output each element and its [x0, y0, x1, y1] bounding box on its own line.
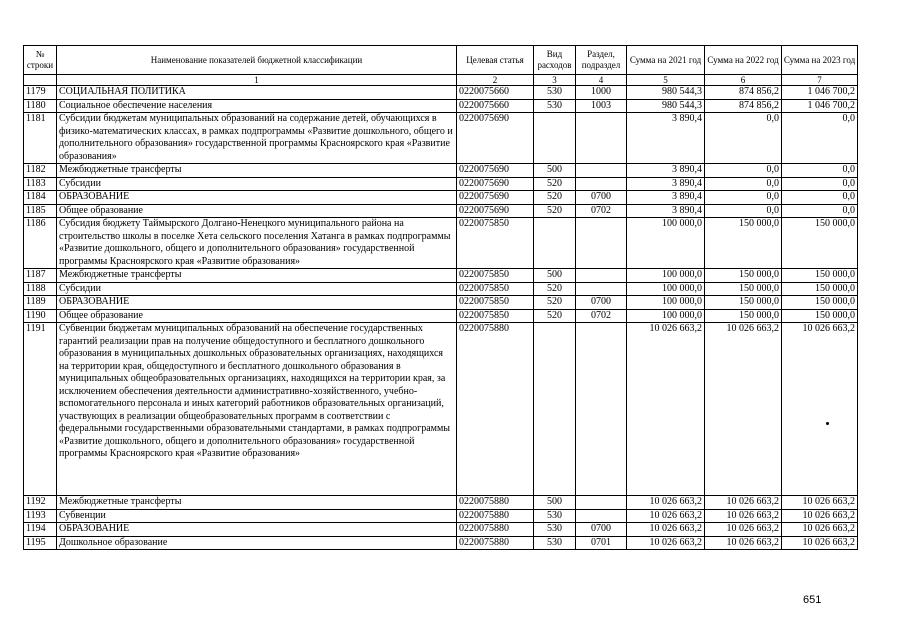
header-name: Наименование показателей бюджетной классификации: [57, 46, 457, 75]
section-cell: 0700: [576, 191, 627, 205]
table-row: [24, 309, 858, 323]
expense-type-cell: 520: [534, 191, 576, 205]
row-number-cell: 1181: [24, 113, 57, 164]
sum-2021-cell: 100 000,0: [627, 218, 705, 269]
sum-2021-cell: 3 890,4: [627, 177, 705, 191]
target-article-cell: 0220075850: [457, 269, 534, 283]
section-cell: [576, 509, 627, 523]
table-row: [24, 496, 858, 510]
indicator-name-cell: СОЦИАЛЬНАЯ ПОЛИТИКА: [57, 86, 457, 100]
expense-type-cell: 520: [534, 177, 576, 191]
target-article-cell: 0220075690: [457, 177, 534, 191]
header-target: Целевая статья: [457, 46, 534, 75]
table-row: [24, 177, 858, 191]
target-article-cell: 0220075690: [457, 113, 534, 164]
sum-2022-cell: 0,0: [705, 113, 782, 164]
sum-2023-cell: 10 026 663,2: [782, 323, 858, 496]
row-number-cell: 1184: [24, 191, 57, 205]
indicator-name-cell: Субвенции бюджетам муниципальных образований на обеспечение государственных гарантий реализации прав на получение общедоступного и бесплатного дошкольного образования в муниципальных дошкольных образовательных организациях, находящихся на территории края, общедоступного и бесплатного дошкольного образования в муниципальных общеобразовательных организациях, находящихся на территории края, за исключением обеспечения деятельности административно-хозяйственного, учебно-вспомогательного персонала и иных категорий работников образовательных организаций, участвующих в реализации общеобразовательных программ в соответствии с федеральными государственными образовательными стандартами, в рамках подпрограммы «Развитие дошкольного, общего и дополнительного образования» государственной программы Красноярского края «Развитие образования»: [57, 323, 457, 496]
sum-2023-cell: 150 000,0: [782, 296, 858, 310]
indicator-name-cell: Субвенции: [57, 509, 457, 523]
indicator-name-cell: Социальное обеспечение населения: [57, 99, 457, 113]
table-row: [24, 282, 858, 296]
column-number: 1: [57, 75, 457, 86]
section-cell: [576, 113, 627, 164]
indicator-name-cell: Субсидия бюджету Таймырского Долгано-Ненецкого муниципального района на строительство школы в поселке Хета сельского поселения Хатанга в рамках подпрограммы «Развитие дошкольного, общего и дополнительного образования» государственной программы Красноярского края «Развитие образования»: [57, 218, 457, 269]
section-cell: 0700: [576, 296, 627, 310]
column-number: 3: [534, 75, 576, 86]
expense-type-cell: 530: [534, 86, 576, 100]
section-cell: 0700: [576, 523, 627, 537]
header-sum-2022: Сумма на 2022 год: [705, 46, 782, 75]
sum-2023-cell: 150 000,0: [782, 269, 858, 283]
indicator-name-cell: Субсидии: [57, 177, 457, 191]
budget-table: [23, 45, 858, 550]
sum-2022-cell: 10 026 663,2: [705, 496, 782, 510]
sum-2021-cell: 10 026 663,2: [627, 536, 705, 550]
expense-type-cell: 520: [534, 309, 576, 323]
indicator-name-cell: ОБРАЗОВАНИЕ: [57, 296, 457, 310]
row-number-cell: 1194: [24, 523, 57, 537]
row-number-cell: 1180: [24, 99, 57, 113]
indicator-name-cell: Субсидии бюджетам муниципальных образований на содержание детей, обучающихся в физико-математических классах, в рамках подпрограммы «Развитие дошкольного, общего и дополнительного образования» государственной программы Красноярского края «Развитие образования»: [57, 113, 457, 164]
sum-2023-cell: 10 026 663,2: [782, 496, 858, 510]
column-numbers-row: [24, 75, 858, 86]
stray-mark: [826, 422, 829, 425]
sum-2022-cell: 874 856,2: [705, 86, 782, 100]
sum-2022-cell: 0,0: [705, 191, 782, 205]
sum-2021-cell: 100 000,0: [627, 296, 705, 310]
column-number: 6: [705, 75, 782, 86]
section-cell: 0701: [576, 536, 627, 550]
sum-2022-cell: 0,0: [705, 204, 782, 218]
sum-2022-cell: 10 026 663,2: [705, 323, 782, 496]
indicator-name-cell: ОБРАЗОВАНИЕ: [57, 523, 457, 537]
sum-2022-cell: 150 000,0: [705, 218, 782, 269]
section-cell: [576, 282, 627, 296]
table-row: [24, 509, 858, 523]
column-number: 7: [782, 75, 858, 86]
target-article-cell: 0220075690: [457, 164, 534, 178]
sum-2023-cell: 150 000,0: [782, 309, 858, 323]
section-cell: [576, 323, 627, 496]
sum-2021-cell: 3 890,4: [627, 164, 705, 178]
row-number-cell: 1189: [24, 296, 57, 310]
sum-2023-cell: 1 046 700,2: [782, 86, 858, 100]
table-row: [24, 113, 858, 164]
target-article-cell: 0220075880: [457, 523, 534, 537]
column-number-blank: [24, 75, 57, 86]
section-cell: [576, 496, 627, 510]
header-sum-2021: Сумма на 2021 год: [627, 46, 705, 75]
table-header-row: [24, 46, 858, 75]
sum-2023-cell: 0,0: [782, 191, 858, 205]
target-article-cell: 0220075850: [457, 309, 534, 323]
row-number-cell: 1179: [24, 86, 57, 100]
sum-2022-cell: 150 000,0: [705, 309, 782, 323]
sum-2023-cell: 10 026 663,2: [782, 536, 858, 550]
target-article-cell: 0220075880: [457, 496, 534, 510]
target-article-cell: 0220075850: [457, 282, 534, 296]
section-cell: 1003: [576, 99, 627, 113]
expense-type-cell: 520: [534, 204, 576, 218]
table-row: [24, 99, 858, 113]
sum-2023-cell: 150 000,0: [782, 218, 858, 269]
sum-2021-cell: 980 544,3: [627, 99, 705, 113]
header-sum-2023: Сумма на 2023 год: [782, 46, 858, 75]
header-exp-type: Вид расходов: [534, 46, 576, 75]
sum-2023-cell: 0,0: [782, 204, 858, 218]
expense-type-cell: [534, 113, 576, 164]
sum-2021-cell: 100 000,0: [627, 282, 705, 296]
section-cell: 1000: [576, 86, 627, 100]
expense-type-cell: 500: [534, 269, 576, 283]
sum-2021-cell: 10 026 663,2: [627, 509, 705, 523]
sum-2022-cell: 150 000,0: [705, 296, 782, 310]
target-article-cell: 0220075880: [457, 323, 534, 496]
sum-2021-cell: 3 890,4: [627, 191, 705, 205]
table-row: [24, 523, 858, 537]
row-number-cell: 1182: [24, 164, 57, 178]
table-row: [24, 269, 858, 283]
section-cell: [576, 218, 627, 269]
sum-2023-cell: 0,0: [782, 177, 858, 191]
sum-2021-cell: 3 890,4: [627, 204, 705, 218]
indicator-name-cell: Межбюджетные трансферты: [57, 496, 457, 510]
sum-2023-cell: 10 026 663,2: [782, 509, 858, 523]
indicator-name-cell: Субсидии: [57, 282, 457, 296]
target-article-cell: 0220075660: [457, 86, 534, 100]
expense-type-cell: 500: [534, 496, 576, 510]
row-number-cell: 1186: [24, 218, 57, 269]
target-article-cell: 0220075880: [457, 536, 534, 550]
row-number-cell: 1192: [24, 496, 57, 510]
row-number-cell: 1195: [24, 536, 57, 550]
table-row: [24, 323, 858, 496]
row-number-cell: 1191: [24, 323, 57, 496]
sum-2022-cell: 150 000,0: [705, 269, 782, 283]
column-number: 2: [457, 75, 534, 86]
row-number-cell: 1185: [24, 204, 57, 218]
row-number-cell: 1190: [24, 309, 57, 323]
indicator-name-cell: Общее образование: [57, 309, 457, 323]
sum-2022-cell: 874 856,2: [705, 99, 782, 113]
indicator-name-cell: Межбюджетные трансферты: [57, 164, 457, 178]
expense-type-cell: 530: [534, 523, 576, 537]
sum-2022-cell: 10 026 663,2: [705, 536, 782, 550]
sum-2021-cell: 10 026 663,2: [627, 523, 705, 537]
sum-2023-cell: 150 000,0: [782, 282, 858, 296]
section-cell: [576, 269, 627, 283]
sum-2021-cell: 980 544,3: [627, 86, 705, 100]
sum-2021-cell: 10 026 663,2: [627, 496, 705, 510]
sum-2022-cell: 0,0: [705, 177, 782, 191]
table-row: [24, 204, 858, 218]
expense-type-cell: 520: [534, 282, 576, 296]
sum-2021-cell: 100 000,0: [627, 309, 705, 323]
sum-2022-cell: 150 000,0: [705, 282, 782, 296]
expense-type-cell: 530: [534, 509, 576, 523]
table-row: [24, 536, 858, 550]
sum-2021-cell: 3 890,4: [627, 113, 705, 164]
row-number-cell: 1187: [24, 269, 57, 283]
indicator-name-cell: Дошкольное образование: [57, 536, 457, 550]
target-article-cell: 0220075850: [457, 296, 534, 310]
sum-2023-cell: 0,0: [782, 113, 858, 164]
expense-type-cell: 500: [534, 164, 576, 178]
column-number: 4: [576, 75, 627, 86]
section-cell: 0702: [576, 204, 627, 218]
sum-2023-cell: 10 026 663,2: [782, 523, 858, 537]
target-article-cell: 0220075880: [457, 509, 534, 523]
expense-type-cell: [534, 323, 576, 496]
section-cell: [576, 177, 627, 191]
header-section: Раздел, подраздел: [576, 46, 627, 75]
sum-2021-cell: 10 026 663,2: [627, 323, 705, 496]
expense-type-cell: 530: [534, 536, 576, 550]
indicator-name-cell: Общее образование: [57, 204, 457, 218]
page-number: 651: [803, 594, 822, 606]
indicator-name-cell: Межбюджетные трансферты: [57, 269, 457, 283]
row-number-cell: 1183: [24, 177, 57, 191]
indicator-name-cell: ОБРАЗОВАНИЕ: [57, 191, 457, 205]
expense-type-cell: 530: [534, 99, 576, 113]
table-row: [24, 191, 858, 205]
table-row: [24, 86, 858, 100]
table-row: [24, 296, 858, 310]
sum-2022-cell: 10 026 663,2: [705, 509, 782, 523]
section-cell: [576, 164, 627, 178]
target-article-cell: 0220075690: [457, 204, 534, 218]
row-number-cell: 1188: [24, 282, 57, 296]
row-number-cell: 1193: [24, 509, 57, 523]
table-row: [24, 218, 858, 269]
expense-type-cell: 520: [534, 296, 576, 310]
sum-2023-cell: 0,0: [782, 164, 858, 178]
sum-2021-cell: 100 000,0: [627, 269, 705, 283]
column-number: 5: [627, 75, 705, 86]
section-cell: 0702: [576, 309, 627, 323]
target-article-cell: 0220075850: [457, 218, 534, 269]
expense-type-cell: [534, 218, 576, 269]
target-article-cell: 0220075690: [457, 191, 534, 205]
table-row: [24, 164, 858, 178]
sum-2022-cell: 0,0: [705, 164, 782, 178]
header-row-no: № строки: [24, 46, 57, 75]
sum-2023-cell: 1 046 700,2: [782, 99, 858, 113]
sum-2022-cell: 10 026 663,2: [705, 523, 782, 537]
target-article-cell: 0220075660: [457, 99, 534, 113]
